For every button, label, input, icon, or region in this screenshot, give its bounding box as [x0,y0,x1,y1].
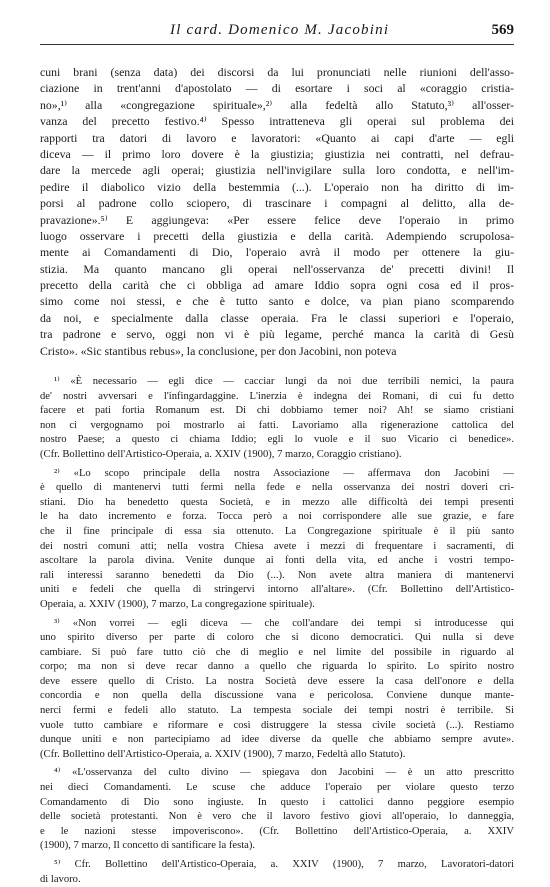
footnote-line: cambiare. Si può fare tutto ciò che di meglio e nel limite del possibile in riguardo al [40,646,514,658]
body-line: dare la mercede agli operai; giustizia nell'invigilare sulla loro condotta, e nell'im- [40,163,514,178]
footnote-line: corpo; ma non si deve recar danno a quello che riguarda lo spirito. Lo spirito nostro [40,661,514,673]
footnote-line: e le nazioni stesse impoveriscono». (Cfr. Bollettino dell'Artistico-Operaia, a. XXIV [40,825,514,837]
footnote-line: ascoltare la parola divina. Venite dunque ai fonti della vita, ed anche i vostri tempo- [40,555,514,567]
footnote-line: (Cfr. Bollettino dell'Artistico-Operaia, a. XXIV (1900), 7 marzo, Coraggio cristiano). [40,448,402,460]
footnote [40,375,514,463]
body-line: Cristo». «Sic stantibus rebus», la conclusione, per don Jacobini, non poteva [40,343,397,358]
footnote-line: dei nostri comuni atti; nella vostra Chiesa avete i mezzi di frequentare i sacramenti, di [40,540,514,552]
footnote-line: Comandamento di Dio sono ingiuste. In questo i cattolici danno peggiore esempio [40,796,514,808]
footnote [40,858,514,887]
footnote-line: ⁵⁾ Cfr. Bollettino dell'Artistico-Operaia, a. XXIV (1900), 7 marzo, Lavoratori-datori [54,859,514,870]
running-header [40,22,514,45]
footnote [40,617,514,763]
footnote-line: Operaia, a. XXIV (1900), 7 marzo, La congregazione spirituale). [40,598,315,610]
body-line: pedire il diabolico vizio della bestemmia (...). L'operaio non ha diritto di im- [40,179,514,194]
body-line: vanza del precetto festivo.⁴⁾ Spesso intratteneva gli operai sul problema dei [40,114,514,129]
footnote-line: concordia e non quella della discussione vana e pericolosa. Conviene dunque mante- [40,690,514,702]
body-line: pravazione».⁵⁾ E aggiungeva: «Per essere felice deve l'operaio in primo [40,212,514,227]
body-line: tra padrone e servo, oggi non vi è più legame, perché manca la carità di Gesù [40,327,514,342]
footnote-line: stiani. Dio ha benedetto questa Società, e in mezzo alle difficoltà dei tempi presenti [40,496,514,508]
footnote-line: deve essere quello di Cristo. La nostra Società deve essere la casa dell'onore e della [40,675,514,687]
footnote-line: è quello di mantenervi tutti fermi nella fede e nella osservanza dei nostri doveri cri- [40,482,514,494]
footnote-line: ²⁾ «Lo scopo principale della nostra Associazione — affermava don Jacobini — [54,467,514,479]
footnote-line: di lavoro. [40,873,81,885]
body-line: luogo osservare i precetti della giustizia e della carità. Adempiendo scrupolosa- [40,228,514,243]
footnote-line: rali interessi saranno benedetti da Dio (...). Non avete altra maniera di mantenervi [40,569,514,581]
footnote-line: ³⁾ «Non vorrei — egli diceva — che coll'andare dei tempi si introducesse qui [54,617,514,629]
footnote-line: vuole tutto cambiare e riformare e così distruggere la stessa civile società (...). Restiamo [40,719,514,731]
footnote-line: nerci fermi e fedeli allo statuto. La tempesta sociale dei tempi nostri è terribile. Si [40,705,514,717]
body-line: rapporti tra datori di lavoro e lavoratori: «Quanto ai capi d'arte — egli [40,130,514,145]
footnote [40,467,514,613]
footnote-line: dunque uniti e non partecipiamo ad idee diverse da quelle che abbiamo sempre avute». [40,734,514,746]
body-line: stizia. Ma quanto mancano gli operai nell'osservanza de' precetti divini! Il [40,261,514,276]
body-line: simo come noi stessi, e che è tutto santo e dolce, va pian piano scomparendo [40,294,514,309]
page-number: 569 [491,22,514,38]
footnote-line: uno spirito diverso per parte di coloro che si dicono democratici. Qui nulla si deve [40,632,514,644]
main-text [40,64,514,359]
body-line: da noi, e specialmente dalla classe operaia. Fra le classi superiori e l'operaio, [40,310,514,325]
footnote-line: ¹⁾ «È necessario — egli dice — cacciar lungi da noi due terribili nemici, la paura [54,376,514,387]
footnote-line: le ha dato incremento e forza. Tocca però a noi corrispondere alle sue grazie, e fare [40,511,514,523]
body-line: precetto della carità che ci obbliga ad amare Iddio sopra ogni cosa ed il pros- [40,278,514,293]
body-line: mente ai Comandamenti di Dio, l'operaio avrà il modo per ottenere la giu- [40,245,514,260]
footnotes [40,375,514,887]
running-title: Il card. Domenico M. Jacobini [170,22,390,38]
body-line: no»,¹⁾ alla «congregazione spirituale»,²⁾ alla fedeltà allo Statuto,³⁾ all'osser- [40,97,514,112]
footnote-line: uniti e fedeli che quella di stringervi intorno all'altare». (Cfr. Bollettino dell'Artistico- [40,584,514,596]
footnote [40,766,514,854]
body-line: porsi al padrone collo sciopero, di trascinare i compagni al delitto, alla de- [40,196,514,211]
footnote-line: non ci vergognamo poi mostrarlo ai fatti. Lavoriamo alla rigenerazione cattolica del [40,419,514,431]
body-line: diceva — il primo loro dovere è la giustizia; giustizia nei contratti, nel defrau- [40,146,514,161]
footnote-line: delle società protestanti. Non è vero che il lavoro festivo giovi all'operaio, lo danneggia, [40,811,514,823]
footnote-line: de' nostri avversari e l'infingardaggine. L'inerzia è indegna dei Romani, di cui fu detto [40,390,514,402]
footnote-line: nei dieci Comandamenti. Le scuse che adduce l'operaio per violare questo terzo [40,782,514,794]
footnote-line: (Cfr. Bollettino dell'Artistico-Operaia, a. XXIV (1900), 7 marzo, Fedeltà allo Statuto). [40,748,406,760]
footnote-line: facere et pati fortia Romanum est. Di chi dobbiamo temer noi? Ah! se siamo cristiani [40,405,514,417]
footnote-line: (1900), 7 marzo, Il concetto di santificare la festa). [40,840,256,852]
body-line: ciazione in trent'anni d'apostolato — di esortare i soci al «coraggio cristia- [40,81,514,96]
footnote-line: ⁴⁾ «L'osservanza del culto divino — spiegava don Jacobini — è un atto prescritto [54,767,514,779]
body-line: cuni brani (senza data) dei discorsi da lui pronunciati nelle riunioni dell'asso- [40,65,514,79]
footnote-line: nostro Paese; a questo ci chiama Iddio; egli lo vuole e il suo Vicario ci benedice». [40,434,514,446]
footnote-line: che il fine principale di essa sia ottenuto. La Congregazione spirituale è il più santo [40,525,514,537]
